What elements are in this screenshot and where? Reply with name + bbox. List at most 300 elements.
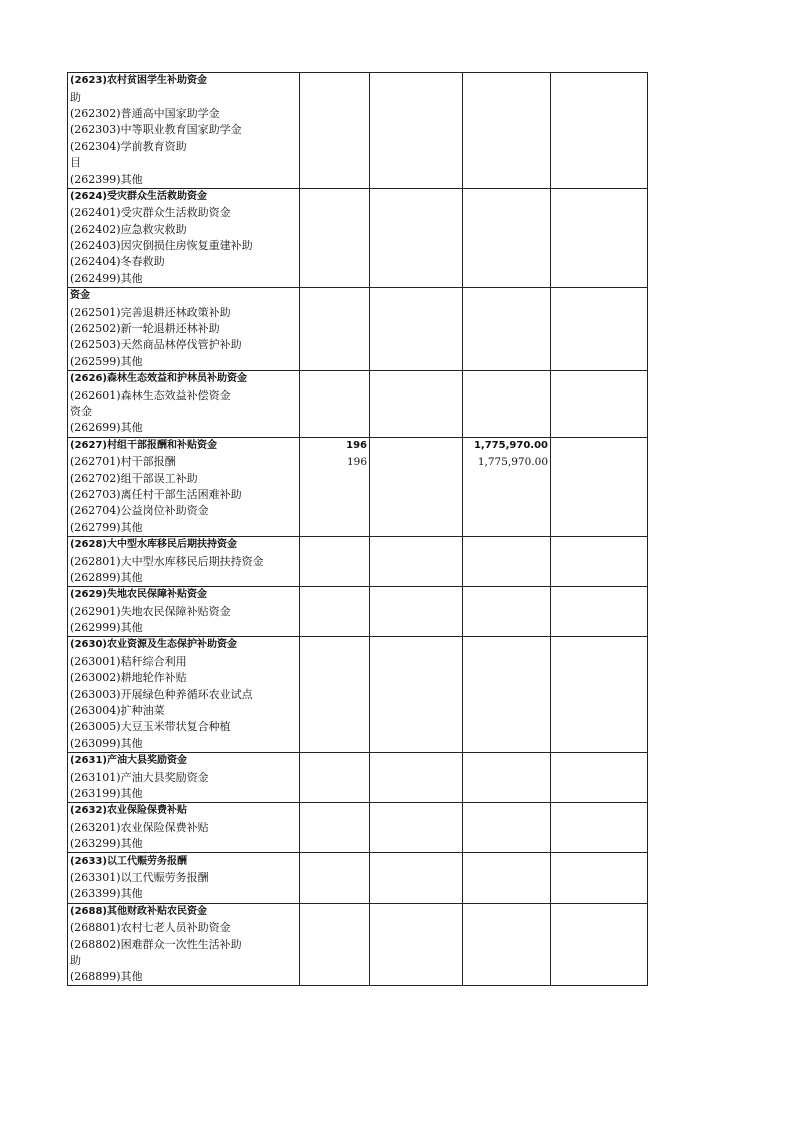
col2-cell [370, 171, 463, 188]
col2-cell [370, 686, 463, 702]
amount-cell [463, 89, 551, 105]
table-row [68, 304, 648, 320]
table-row [68, 654, 648, 670]
table-row [68, 686, 648, 702]
count-cell [300, 936, 370, 952]
col2-cell [370, 404, 463, 420]
col4-cell [551, 155, 648, 171]
col2-cell [370, 886, 463, 903]
amount-cell [463, 520, 551, 537]
count-cell [300, 371, 370, 388]
col4-cell [551, 420, 648, 437]
amount-cell [463, 620, 551, 637]
col4-cell [551, 271, 648, 288]
col2-cell [370, 719, 463, 735]
col4-cell [551, 953, 648, 969]
table-row [68, 89, 648, 105]
amount-cell [463, 719, 551, 735]
row-name-cell: (262999)其他 [68, 620, 300, 637]
row-name-cell: (262899)其他 [68, 570, 300, 587]
row-name-cell: (263299)其他 [68, 836, 300, 853]
col2-cell [370, 820, 463, 836]
count-cell [300, 520, 370, 537]
amount-cell [463, 404, 551, 420]
category-row [68, 371, 648, 388]
count-cell [300, 487, 370, 503]
count-cell [300, 870, 370, 886]
amount-cell [463, 122, 551, 138]
amount-cell [463, 304, 551, 320]
table-row [68, 769, 648, 785]
amount-cell [463, 205, 551, 221]
table-row [68, 936, 648, 952]
category-row [68, 803, 648, 820]
row-name-cell: (2623)农村贫困学生补助资金 [68, 73, 300, 90]
table-row [68, 604, 648, 620]
category-row [68, 536, 648, 553]
table-row [68, 703, 648, 719]
amount-cell [463, 536, 551, 553]
amount-cell [463, 503, 551, 519]
col4-cell [551, 288, 648, 305]
col2-cell [370, 836, 463, 853]
col2-cell [370, 387, 463, 403]
row-name-cell: (262401)受灾群众生活救助资金 [68, 205, 300, 221]
col2-cell [370, 89, 463, 105]
count-cell [300, 703, 370, 719]
row-name-cell: (2630)农业资源及生态保护补助资金 [68, 637, 300, 654]
col4-cell [551, 703, 648, 719]
count-cell [300, 886, 370, 903]
table-row [68, 205, 648, 221]
col2-cell [370, 620, 463, 637]
table-row [68, 870, 648, 886]
col4-cell [551, 354, 648, 371]
count-cell [300, 337, 370, 353]
count-cell [300, 304, 370, 320]
col4-cell [551, 337, 648, 353]
col2-cell [370, 853, 463, 870]
count-cell [300, 288, 370, 305]
amount-cell [463, 371, 551, 388]
col4-cell [551, 387, 648, 403]
count-cell: 196 [300, 437, 370, 454]
count-cell [300, 604, 370, 620]
row-name-cell: 资金 [68, 288, 300, 305]
count-cell [300, 953, 370, 969]
col4-cell [551, 604, 648, 620]
count-cell [300, 670, 370, 686]
amount-cell [463, 920, 551, 936]
row-name-cell: (263301)以工代赈劳务报酬 [68, 870, 300, 886]
col4-cell [551, 106, 648, 122]
col4-cell [551, 371, 648, 388]
table-row [68, 106, 648, 122]
col4-cell [551, 870, 648, 886]
count-cell [300, 719, 370, 735]
table-row [68, 570, 648, 587]
row-name-cell: (262701)村干部报酬 [68, 454, 300, 470]
col4-cell [551, 587, 648, 604]
amount-cell [463, 271, 551, 288]
table-row [68, 222, 648, 238]
table-row [68, 470, 648, 486]
col4-cell [551, 304, 648, 320]
table-row [68, 271, 648, 288]
amount-cell [463, 886, 551, 903]
col2-cell [370, 736, 463, 753]
count-cell [300, 820, 370, 836]
col2-cell [370, 437, 463, 454]
amount-cell [463, 321, 551, 337]
table-row [68, 337, 648, 353]
row-name-cell: (262799)其他 [68, 520, 300, 537]
col2-cell [370, 470, 463, 486]
amount-cell [463, 769, 551, 785]
col4-cell [551, 719, 648, 735]
row-name-cell: (262599)其他 [68, 354, 300, 371]
col4-cell [551, 404, 648, 420]
col4-cell [551, 969, 648, 986]
amount-cell [463, 470, 551, 486]
col2-cell [370, 487, 463, 503]
col2-cell [370, 936, 463, 952]
count-cell [300, 536, 370, 553]
row-name-cell: (262499)其他 [68, 271, 300, 288]
col4-cell [551, 570, 648, 587]
col2-cell [370, 703, 463, 719]
amount-cell [463, 637, 551, 654]
spreadsheet-page [67, 72, 648, 986]
col4-cell [551, 321, 648, 337]
col2-cell [370, 205, 463, 221]
table-row [68, 670, 648, 686]
count-cell: 196 [300, 454, 370, 470]
count-cell [300, 155, 370, 171]
amount-cell [463, 139, 551, 155]
row-name-cell: (262702)组干部误工补助 [68, 470, 300, 486]
row-name-cell: (262601)森林生态效益补偿资金 [68, 387, 300, 403]
col2-cell [370, 536, 463, 553]
col2-cell [370, 870, 463, 886]
amount-cell [463, 736, 551, 753]
row-name-cell: (263001)秸秆综合利用 [68, 654, 300, 670]
col4-cell [551, 620, 648, 637]
table-row [68, 321, 648, 337]
count-cell [300, 122, 370, 138]
row-name-cell: (262699)其他 [68, 420, 300, 437]
table-row [68, 553, 648, 569]
col4-cell [551, 920, 648, 936]
row-name-cell: (268899)其他 [68, 969, 300, 986]
table-row [68, 953, 648, 969]
count-cell [300, 354, 370, 371]
col4-cell [551, 89, 648, 105]
row-name-cell: (268802)困难群众一次性生活补助 [68, 936, 300, 952]
count-cell [300, 238, 370, 254]
table-row [68, 254, 648, 270]
col4-cell [551, 122, 648, 138]
amount-cell [463, 222, 551, 238]
col4-cell [551, 205, 648, 221]
amount-cell [463, 238, 551, 254]
count-cell [300, 637, 370, 654]
table-row [68, 487, 648, 503]
col4-cell [551, 769, 648, 785]
col2-cell [370, 604, 463, 620]
table-row [68, 620, 648, 637]
col4-cell [551, 171, 648, 188]
count-cell [300, 736, 370, 753]
count-cell [300, 387, 370, 403]
count-cell [300, 73, 370, 90]
col4-cell [551, 936, 648, 952]
row-name-cell: (262403)因灾倒损住房恢复重建补助 [68, 238, 300, 254]
col4-cell [551, 454, 648, 470]
amount-cell [463, 487, 551, 503]
col2-cell [370, 670, 463, 686]
table-row [68, 920, 648, 936]
row-name-cell: (2631)产油大县奖励资金 [68, 753, 300, 770]
amount-cell [463, 820, 551, 836]
col2-cell [370, 271, 463, 288]
count-cell [300, 404, 370, 420]
subsidy-table [67, 72, 648, 986]
amount-cell: 1,775,970.00 [463, 437, 551, 454]
row-name-cell: (263002)耕地轮作补贴 [68, 670, 300, 686]
amount-cell [463, 853, 551, 870]
row-name-cell: (268801)农村七老人员补助资金 [68, 920, 300, 936]
count-cell [300, 89, 370, 105]
row-name-cell: (262704)公益岗位补助资金 [68, 503, 300, 519]
table-row [68, 520, 648, 537]
col2-cell [370, 106, 463, 122]
category-row [68, 73, 648, 90]
row-name-cell: (263003)开展绿色种养循环农业试点 [68, 686, 300, 702]
row-name-cell: (262402)应急救灾救助 [68, 222, 300, 238]
table-row [68, 238, 648, 254]
col4-cell [551, 188, 648, 205]
count-cell [300, 188, 370, 205]
amount-cell [463, 686, 551, 702]
amount-cell [463, 570, 551, 587]
row-name-cell: (263004)扩种油菜 [68, 703, 300, 719]
category-row [68, 288, 648, 305]
row-name-cell: (262501)完善退耕还林政策补助 [68, 304, 300, 320]
col2-cell [370, 222, 463, 238]
col4-cell [551, 753, 648, 770]
row-name-cell: (2632)农业保险保费补贴 [68, 803, 300, 820]
count-cell [300, 920, 370, 936]
count-cell [300, 470, 370, 486]
row-name-cell: (262302)普通高中国家助学金 [68, 106, 300, 122]
amount-cell [463, 553, 551, 569]
col2-cell [370, 920, 463, 936]
col4-cell [551, 903, 648, 920]
count-cell [300, 620, 370, 637]
amount-cell [463, 587, 551, 604]
row-name-cell: (2688)其他财政补贴农民资金 [68, 903, 300, 920]
col4-cell [551, 686, 648, 702]
row-name-cell: (2633)以工代赈劳务报酬 [68, 853, 300, 870]
col2-cell [370, 288, 463, 305]
row-name-cell: (262901)失地农民保障补贴资金 [68, 604, 300, 620]
row-name-cell: (2624)受灾群众生活救助资金 [68, 188, 300, 205]
table-body [68, 73, 648, 986]
table-row [68, 155, 648, 171]
col4-cell [551, 670, 648, 686]
row-name-cell: (263005)大豆玉米带状复合种植 [68, 719, 300, 735]
col2-cell [370, 903, 463, 920]
col4-cell [551, 853, 648, 870]
col2-cell [370, 321, 463, 337]
row-name-cell: (2626)森林生态效益和护林员补助资金 [68, 371, 300, 388]
row-name-cell: 助 [68, 953, 300, 969]
table-row [68, 836, 648, 853]
col2-cell [370, 73, 463, 90]
amount-cell [463, 73, 551, 90]
col4-cell [551, 437, 648, 454]
table-row [68, 122, 648, 138]
row-name-cell: (263201)农业保险保费补贴 [68, 820, 300, 836]
col4-cell [551, 654, 648, 670]
col4-cell [551, 836, 648, 853]
col2-cell [370, 304, 463, 320]
col4-cell [551, 139, 648, 155]
col2-cell [370, 637, 463, 654]
col2-cell [370, 953, 463, 969]
table-row [68, 969, 648, 986]
col2-cell [370, 520, 463, 537]
amount-cell [463, 703, 551, 719]
count-cell [300, 903, 370, 920]
amount-cell [463, 870, 551, 886]
row-name-cell: (2627)村组干部报酬和补贴资金 [68, 437, 300, 454]
table-row [68, 171, 648, 188]
col2-cell [370, 654, 463, 670]
table-row [68, 736, 648, 753]
row-name-cell: 助 [68, 89, 300, 105]
count-cell [300, 570, 370, 587]
count-cell [300, 654, 370, 670]
category-row [68, 637, 648, 654]
table-row [68, 886, 648, 903]
row-name-cell: (2629)失地农民保障补贴资金 [68, 587, 300, 604]
count-cell [300, 420, 370, 437]
col4-cell [551, 520, 648, 537]
row-name-cell: (262503)天然商品林停伐管护补助 [68, 337, 300, 353]
count-cell [300, 836, 370, 853]
count-cell [300, 321, 370, 337]
count-cell [300, 969, 370, 986]
col4-cell [551, 786, 648, 803]
amount-cell [463, 171, 551, 188]
category-row [68, 437, 648, 454]
amount-cell [463, 969, 551, 986]
amount-cell [463, 288, 551, 305]
col4-cell [551, 736, 648, 753]
count-cell [300, 553, 370, 569]
col4-cell [551, 886, 648, 903]
count-cell [300, 769, 370, 785]
table-row [68, 820, 648, 836]
col4-cell [551, 222, 648, 238]
count-cell [300, 753, 370, 770]
count-cell [300, 271, 370, 288]
col2-cell [370, 337, 463, 353]
col2-cell [370, 786, 463, 803]
table-row [68, 786, 648, 803]
amount-cell [463, 254, 551, 270]
col4-cell [551, 503, 648, 519]
col2-cell [370, 254, 463, 270]
table-row [68, 454, 648, 470]
amount-cell [463, 106, 551, 122]
category-row [68, 753, 648, 770]
col4-cell [551, 553, 648, 569]
col4-cell [551, 470, 648, 486]
row-name-cell: 资金 [68, 404, 300, 420]
amount-cell [463, 936, 551, 952]
table-row [68, 719, 648, 735]
amount-cell [463, 786, 551, 803]
col4-cell [551, 536, 648, 553]
table-row [68, 387, 648, 403]
amount-cell [463, 753, 551, 770]
amount-cell [463, 836, 551, 853]
count-cell [300, 205, 370, 221]
row-name-cell: (262404)冬春救助 [68, 254, 300, 270]
amount-cell [463, 803, 551, 820]
count-cell [300, 786, 370, 803]
col2-cell [370, 188, 463, 205]
amount-cell [463, 354, 551, 371]
amount-cell: 1,775,970.00 [463, 454, 551, 470]
col2-cell [370, 769, 463, 785]
col2-cell [370, 354, 463, 371]
col2-cell [370, 371, 463, 388]
row-name-cell: (262399)其他 [68, 171, 300, 188]
row-name-cell: (262801)大中型水库移民后期扶持资金 [68, 553, 300, 569]
col2-cell [370, 238, 463, 254]
col4-cell [551, 803, 648, 820]
table-row [68, 354, 648, 371]
col2-cell [370, 139, 463, 155]
amount-cell [463, 604, 551, 620]
amount-cell [463, 903, 551, 920]
amount-cell [463, 670, 551, 686]
col4-cell [551, 637, 648, 654]
amount-cell [463, 155, 551, 171]
col2-cell [370, 587, 463, 604]
count-cell [300, 106, 370, 122]
col2-cell [370, 969, 463, 986]
count-cell [300, 587, 370, 604]
count-cell [300, 686, 370, 702]
col4-cell [551, 820, 648, 836]
col2-cell [370, 155, 463, 171]
table-row [68, 139, 648, 155]
table-row [68, 503, 648, 519]
row-name-cell: (263399)其他 [68, 886, 300, 903]
col2-cell [370, 454, 463, 470]
amount-cell [463, 420, 551, 437]
count-cell [300, 139, 370, 155]
count-cell [300, 171, 370, 188]
col2-cell [370, 753, 463, 770]
category-row [68, 853, 648, 870]
amount-cell [463, 188, 551, 205]
